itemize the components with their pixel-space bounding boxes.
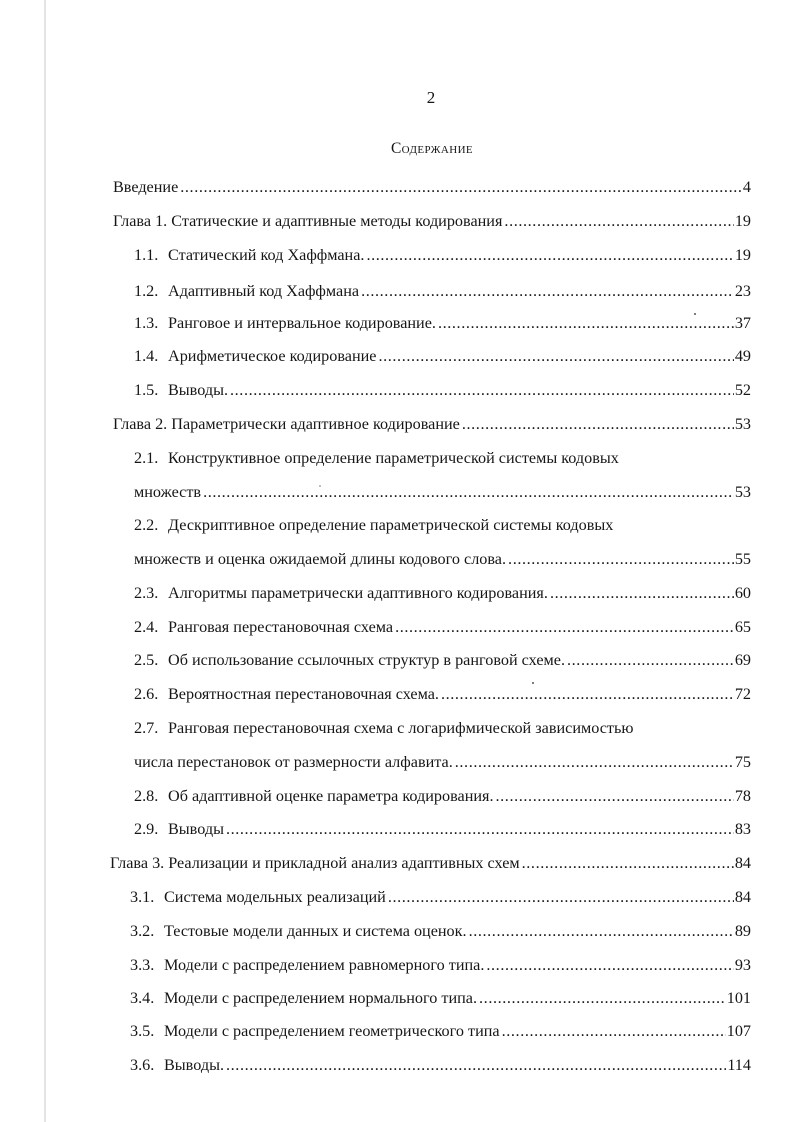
toc-chapter-title: Глава 3. Реализации и прикладной анализ адаптивных схем [110, 854, 520, 872]
toc-chapter-title: Глава 1. Статические и адаптивные методы кодирования [113, 212, 503, 230]
toc-section-title: Об использование ссылочных структур в ранговой схеме. [168, 651, 566, 669]
toc-section-page: 23 [734, 282, 751, 300]
toc-section-number: 1.4. [134, 347, 159, 365]
toc-section-number: 2.8. [134, 787, 159, 805]
toc-section-label [130, 1056, 224, 1075]
toc-section-page: 19 [734, 246, 751, 264]
toc-section-label [130, 956, 484, 975]
toc-section-number: 2.2. [134, 516, 159, 534]
toc-section-number: 3.6. [130, 1056, 155, 1074]
toc-section-2-8 [134, 787, 751, 811]
toc-section-label [134, 787, 494, 806]
dot-leader [502, 1022, 726, 1041]
toc-section-3-1 [130, 888, 751, 912]
toc-section-1-5 [134, 381, 751, 405]
toc-section-page: 114 [727, 1056, 751, 1074]
toc-section-page: 55 [734, 550, 751, 568]
toc-section-number: 1.1. [134, 246, 159, 264]
dot-leader [462, 415, 734, 434]
toc-section-label [130, 922, 467, 941]
dot-leader [504, 212, 733, 231]
dot-leader [388, 888, 734, 907]
scan-speck [532, 682, 534, 684]
toc-section-number: 3.4. [130, 989, 155, 1007]
toc-section-continuation: множеств и оценка ожидаемой длины кодового слова. [134, 550, 507, 568]
dot-leader [226, 1056, 726, 1075]
dot-leader [479, 989, 726, 1008]
toc-section-title: Дескриптивное определение параметрической системы кодовых [168, 516, 614, 534]
toc-chapter-2 [113, 415, 751, 439]
toc-section-title: Модели с распределением равномерного типа. [164, 956, 485, 974]
toc-section-number: 3.5. [130, 1022, 155, 1040]
toc-section-title: Выводы. [168, 381, 228, 399]
toc-section-2-3 [134, 584, 751, 608]
toc-section-continuation: числа перестановок от размерности алфавита. [134, 753, 453, 771]
toc-section-page: 72 [734, 685, 751, 703]
toc-section-title: Система модельных реализаций [164, 888, 386, 906]
dot-leader [441, 685, 734, 704]
toc-section-title: Алгоритмы параметрически адаптивного кодирования. [168, 584, 548, 602]
toc-section-number: 2.1. [134, 449, 159, 467]
toc-section-page: 37 [734, 314, 751, 332]
toc-section-page: 53 [734, 483, 751, 501]
toc-section-3-4 [130, 989, 751, 1013]
toc-section-2-2-first-line [134, 516, 613, 540]
toc-section-page: 69 [734, 651, 751, 669]
toc-section-2-1-first-line [134, 449, 619, 473]
toc-chapter-3 [110, 854, 751, 878]
toc-section-page: 60 [734, 584, 751, 602]
toc-section-number: 1.5. [134, 381, 159, 399]
toc-section-title: Модели с распределением нормального типа. [164, 989, 478, 1007]
toc-section-page: 83 [734, 820, 751, 838]
toc-heading: Содержание [390, 140, 474, 157]
toc-section-number: 3.2. [130, 922, 155, 940]
toc-section-page: 49 [734, 347, 751, 365]
toc-section-title: Ранговая перестановочная схема [168, 618, 394, 636]
scan-edge [44, 0, 46, 1122]
toc-section-3-2 [130, 922, 751, 946]
toc-section-label [134, 282, 359, 301]
toc-section-title: Ранговая перестановочная схема с логарифмической зависимостью [168, 719, 634, 737]
toc-section-number: 3.3. [130, 956, 155, 974]
toc-chapter-page: 53 [734, 415, 751, 433]
toc-section-label [134, 246, 364, 265]
toc-section-1-4 [134, 347, 751, 371]
toc-chapter-1 [113, 212, 751, 236]
scan-speck [694, 313, 696, 315]
toc-section-number: 2.3. [134, 584, 159, 602]
toc-section-number: 1.3. [134, 314, 159, 332]
toc-section-2-5 [134, 651, 751, 675]
toc-section-number: 2.9. [134, 820, 159, 838]
dot-leader [361, 282, 734, 301]
toc-section-label [130, 888, 386, 907]
dot-leader [469, 922, 734, 941]
toc-section-number: 3.1. [130, 888, 155, 906]
toc-entry-title: Введение [113, 178, 179, 196]
dot-leader [438, 314, 734, 333]
toc-section-label [134, 685, 439, 704]
toc-section-2-9 [134, 820, 751, 844]
toc-section-page: 84 [734, 888, 751, 906]
toc-chapter-page: 84 [734, 854, 751, 872]
toc-section-label [134, 584, 548, 603]
toc-section-label [130, 1022, 500, 1041]
toc-section-title: Арифметическое кодирование [168, 347, 377, 365]
toc-section-page: 78 [734, 787, 751, 805]
toc-section-page: 52 [734, 381, 751, 399]
toc-section-label [134, 820, 224, 839]
toc-section-continuation: множеств [134, 483, 202, 501]
toc-section-title: Конструктивное определение параметрической системы кодовых [168, 449, 619, 467]
toc-section-number: 1.2. [134, 282, 159, 300]
toc-chapter-title: Глава 2. Параметрически адаптивное кодирование [113, 415, 460, 433]
dot-leader [378, 347, 733, 366]
toc-section-label [134, 651, 565, 670]
toc-section-label [134, 314, 436, 333]
page-number: 2 [426, 88, 436, 107]
dot-leader [455, 753, 734, 772]
toc-section-label [134, 381, 228, 400]
toc-section-title: Выводы [168, 820, 224, 838]
dot-leader [567, 651, 734, 670]
toc-section-2-7 [134, 753, 751, 777]
toc-section-title: Выводы. [164, 1056, 224, 1074]
scan-speck [319, 485, 321, 487]
toc-section-page: 75 [734, 753, 751, 771]
toc-section-2-6 [134, 685, 751, 709]
dot-leader [522, 854, 734, 873]
toc-section-number: 2.4. [134, 618, 159, 636]
dot-leader [366, 246, 733, 265]
toc-section-title: Статический код Хаффмана. [168, 246, 365, 264]
toc-section-1-2 [134, 282, 751, 306]
toc-section-title: Ранговое и интервальное кодирование. [168, 314, 436, 332]
toc-section-2-1 [134, 483, 751, 507]
toc-section-number: 2.5. [134, 651, 159, 669]
toc-section-page: 93 [734, 956, 751, 974]
dot-leader [203, 483, 734, 502]
toc-section-page: 89 [734, 922, 751, 940]
toc-section-3-6 [130, 1056, 751, 1080]
toc-chapter-page: 19 [734, 212, 751, 230]
toc-entry-page: 4 [742, 178, 751, 196]
toc-section-2-4 [134, 618, 751, 642]
toc-entry-intro [113, 178, 751, 202]
toc-section-label [134, 347, 376, 366]
dot-leader [486, 956, 733, 975]
toc-section-page: 101 [726, 989, 751, 1007]
toc-section-title: Вероятностная перестановочная схема. [168, 685, 439, 703]
dot-leader [226, 820, 734, 839]
toc-section-3-5 [130, 1022, 751, 1046]
toc-section-title: Тестовые модели данных и система оценок. [164, 922, 467, 940]
toc-section-1-3 [134, 314, 751, 338]
toc-section-number: 2.7. [134, 719, 159, 737]
dot-leader [550, 584, 734, 603]
toc-section-page: 65 [734, 618, 751, 636]
dot-leader [395, 618, 734, 637]
toc-section-title: Адаптивный код Хаффмана [168, 282, 360, 300]
dot-leader [180, 178, 742, 197]
dot-leader [508, 550, 734, 569]
toc-section-2-2 [134, 550, 751, 574]
toc-section-3-3 [130, 956, 751, 980]
toc-section-title: Об адаптивной оценке параметра кодирования. [168, 787, 494, 805]
toc-section-2-7-first-line [134, 719, 633, 743]
toc-section-number: 2.6. [134, 685, 159, 703]
toc-section-1-1 [134, 246, 751, 270]
dot-leader [496, 787, 734, 806]
toc-section-label [134, 618, 393, 637]
dot-leader [230, 381, 734, 400]
toc-section-page: 107 [726, 1022, 751, 1040]
toc-section-label [130, 989, 477, 1008]
toc-section-title: Модели с распределением геометрического типа [164, 1022, 500, 1040]
